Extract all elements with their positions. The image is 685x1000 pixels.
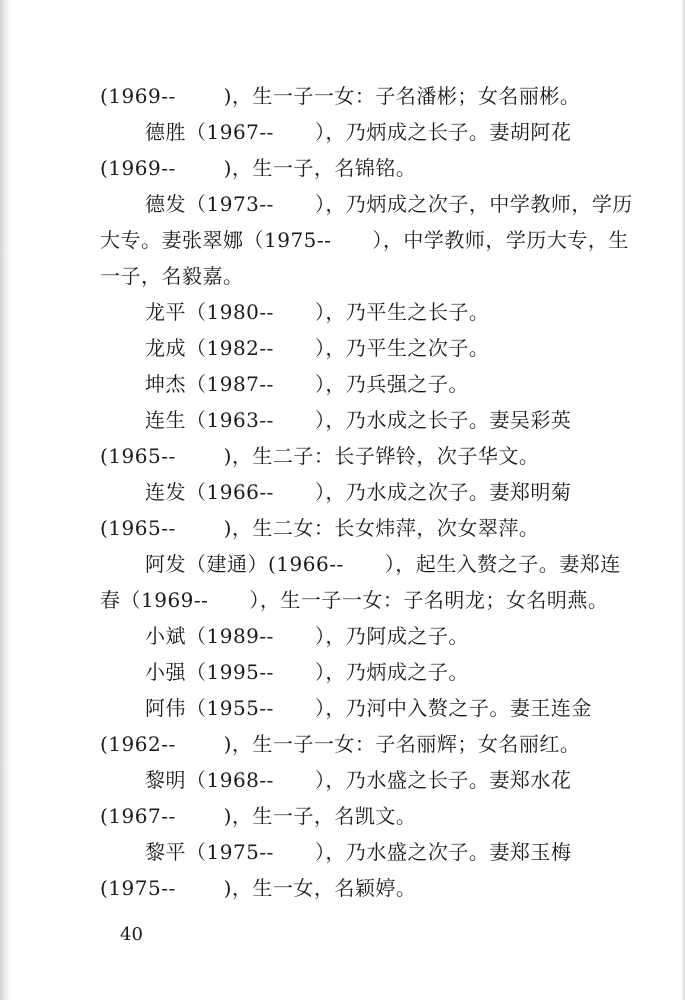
text-line: 一子，名毅嘉。 — [100, 264, 244, 288]
text-line: (1967-- )，生一子，名凯文。 — [100, 804, 417, 828]
scan-shadow-left — [0, 0, 12, 1000]
text-line: 春（1969-- ），生一子一女：子名明龙；女名明燕。 — [100, 588, 609, 612]
text-line: 连生（1963-- ），乃水成之长子。妻吴彩英 — [145, 408, 572, 432]
text-line: (1975-- )，生一女，名颖婷。 — [100, 876, 417, 900]
text-line: 大专。妻张翠娜（1975-- ），中学教师，学历大专，生 — [100, 228, 629, 252]
text-line: (1962-- )，生一子一女：子名丽辉；女名丽红。 — [100, 732, 581, 756]
scan-shadow-right — [681, 0, 685, 1000]
text-line: (1965-- )，生二女：长女炜萍，次女翠萍。 — [100, 516, 540, 540]
text-line: 德胜（1967-- ），乃炳成之长子。妻胡阿花 — [145, 120, 572, 144]
text-line: 德发（1973-- ），乃炳成之次子，中学教师，学历 — [145, 192, 633, 216]
text-line: 小强（1995-- ），乃炳成之子。 — [145, 660, 469, 684]
text-line: 阿伟（1955-- ），乃河中入赘之子。妻王连金 — [145, 696, 592, 720]
text-line: 连发（1966-- ），乃水成之次子。妻郑明菊 — [145, 480, 572, 504]
page-number: 40 — [120, 924, 143, 945]
text-line: (1969-- )，生一子一女：子名潘彬；女名丽彬。 — [100, 84, 581, 108]
genealogy-text-body — [100, 78, 670, 906]
text-line: (1969-- )，生一子，名锦铭。 — [100, 156, 417, 180]
text-line: 坤杰（1987-- ），乃兵强之子。 — [145, 372, 469, 396]
text-line: 龙成（1982-- ），乃平生之次子。 — [145, 336, 490, 360]
text-line: 小斌（1989-- ），乃阿成之子。 — [145, 624, 469, 648]
text-line: 黎平（1975-- ），乃水盛之次子。妻郑玉梅 — [145, 840, 572, 864]
text-line: 龙平（1980-- ），乃平生之长子。 — [145, 300, 490, 324]
text-line: (1965-- )，生二子：长子铧铃，次子华文。 — [100, 444, 540, 468]
text-line: 黎明（1968-- ），乃水盛之长子。妻郑水花 — [145, 768, 572, 792]
text-line: 阿发（建通）(1966-- ），起生入赘之子。妻郑连 — [145, 552, 621, 576]
